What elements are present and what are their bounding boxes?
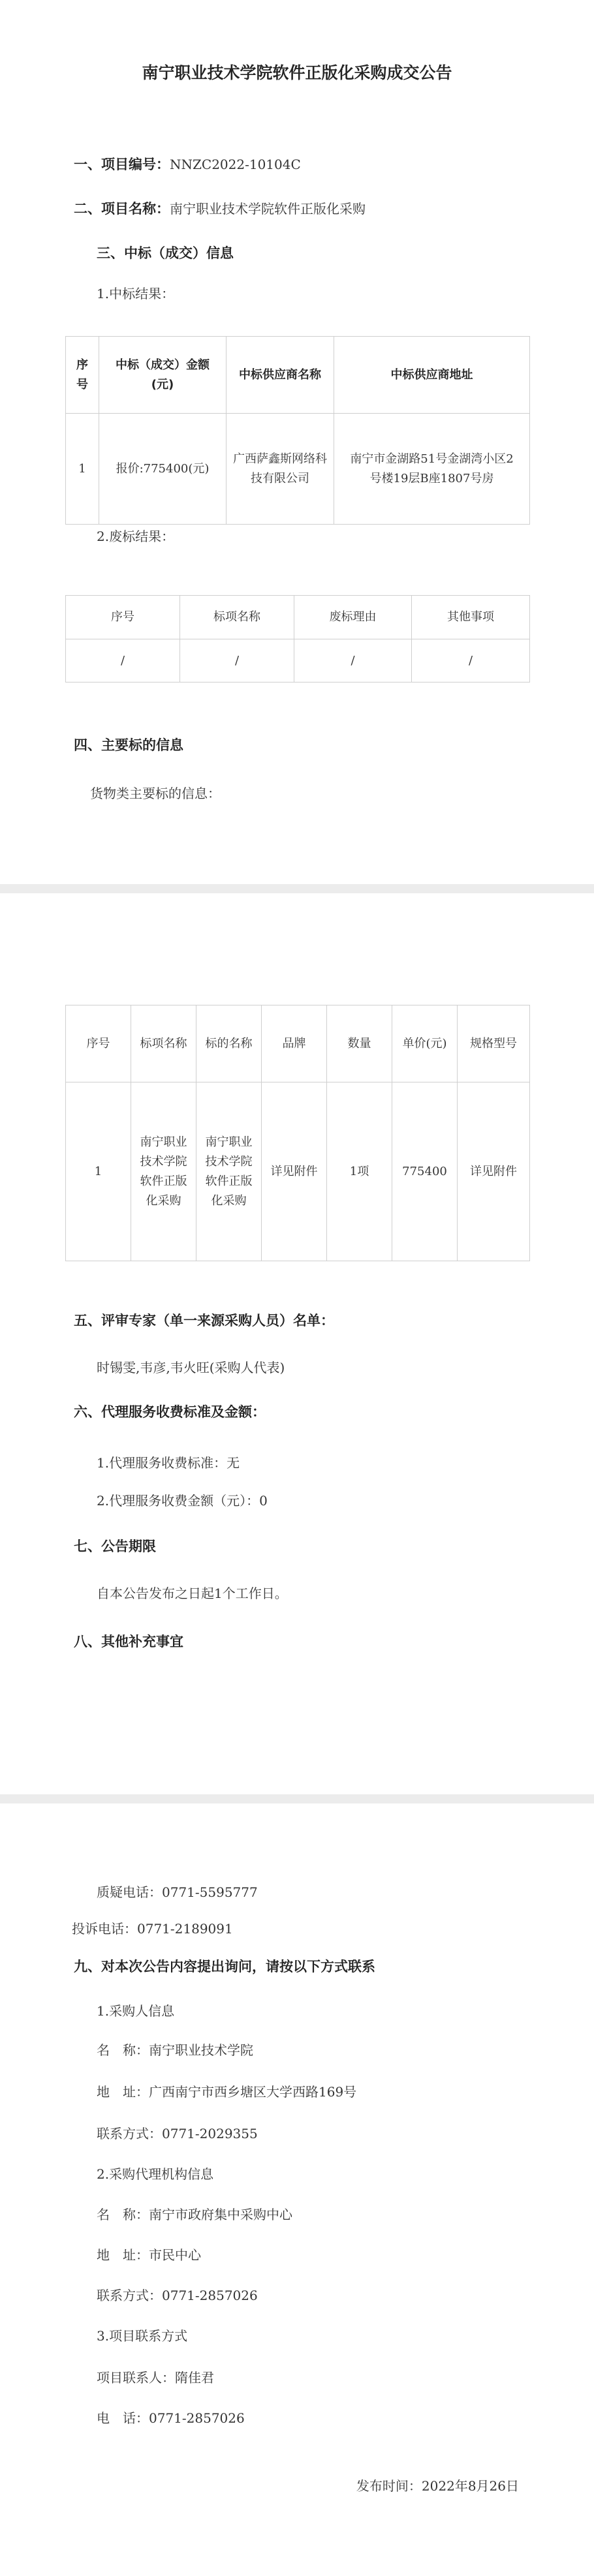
section-label: 二、项目名称：	[74, 201, 170, 217]
table-header: 序号	[66, 337, 99, 414]
table-header: 规格型号	[458, 1005, 530, 1082]
table-cell: 广西萨鑫斯网络科技有限公司	[227, 414, 334, 525]
failed-bid-table	[65, 595, 530, 682]
section-other-matters: 八、其他补充事宜	[74, 1634, 183, 1649]
table-header: 品牌	[262, 1005, 327, 1082]
project-contact-phone: 电 话：0771-2857026	[97, 2410, 245, 2426]
fee-amount: 2.代理服务收费金额（元）：0	[97, 1493, 268, 1509]
inquiry-phone: 质疑电话：0771-5595777	[97, 1884, 258, 1900]
publish-date: 发布时间：2022年8月26日	[356, 2478, 519, 2494]
table-cell: 详见附件	[458, 1082, 530, 1261]
table-cell: 南宁职业技术学院软件正版化采购	[196, 1082, 262, 1261]
section-notice-period: 七、公告期限	[74, 1539, 156, 1554]
table-header: 数量	[327, 1005, 392, 1082]
table-cell: /	[66, 639, 180, 682]
section-project-number	[74, 155, 301, 174]
table-cell: /	[180, 639, 294, 682]
agency-title: 2.采购代理机构信息	[97, 2166, 214, 2182]
table-header: 单价(元)	[392, 1005, 458, 1082]
table-cell: 详见附件	[262, 1082, 327, 1261]
table-header: 标项名称	[131, 1005, 196, 1082]
table-header: 废标理由	[294, 596, 412, 639]
table-header: 其他事项	[412, 596, 530, 639]
page-title: 南宁职业技术学院软件正版化采购成交公告	[142, 63, 452, 82]
table-cell: /	[294, 639, 412, 682]
table-cell: 1	[66, 1082, 131, 1261]
section-divider	[0, 884, 594, 893]
table-cell: /	[412, 639, 530, 682]
table-header: 中标（成交）金额(元)	[99, 337, 227, 414]
table-cell: 南宁职业技术学院软件正版化采购	[131, 1082, 196, 1261]
agency-phone: 联系方式：0771-2857026	[97, 2288, 258, 2303]
agency-name: 名 称：南宁市政府集中采购中心	[97, 2207, 292, 2222]
project-number-value: NNZC2022-10104C	[170, 157, 301, 172]
section-agency-fee: 六、代理服务收费标准及金额：	[74, 1404, 266, 1420]
table-cell: 775400	[392, 1082, 458, 1261]
complaint-phone: 投诉电话：0771-2189091	[72, 1921, 233, 1937]
experts-value: 时锡雯,韦彦,韦火旺(采购人代表)	[97, 1360, 285, 1375]
award-table	[65, 336, 530, 525]
table-cell: 1项	[327, 1082, 392, 1261]
table-header: 中标供应商地址	[334, 337, 530, 414]
section-experts: 五、评审专家（单一来源采购人员）名单：	[74, 1313, 334, 1328]
table-header: 中标供应商名称	[227, 337, 334, 414]
section-label: 一、项目编号：	[74, 157, 170, 172]
table-header: 标的名称	[196, 1005, 262, 1082]
table-header: 序号	[66, 1005, 131, 1082]
notice-period-value: 自本公告发布之日起1个工作日。	[97, 1586, 288, 1601]
fee-standard: 1.代理服务收费标准：无	[97, 1455, 240, 1471]
purchaser-title: 1.采购人信息	[97, 2003, 175, 2019]
table-header: 标项名称	[180, 596, 294, 639]
purchaser-address: 地 址：广西南宁市西乡塘区大学西路169号	[97, 2084, 357, 2100]
purchaser-phone: 联系方式：0771-2029355	[97, 2126, 258, 2141]
table-header: 序号	[66, 596, 180, 639]
table-cell: 报价:775400(元)	[99, 414, 227, 525]
project-contact-title: 3.项目联系方式	[97, 2328, 188, 2344]
section-award-info: 三、中标（成交）信息	[97, 245, 234, 261]
agency-address: 地 址：市民中心	[97, 2247, 201, 2263]
table-cell: 1	[66, 414, 99, 525]
section-contact: 九、对本次公告内容提出询问，请按以下方式联系	[74, 1959, 375, 1974]
purchaser-name: 名 称：南宁职业技术学院	[97, 2042, 253, 2058]
section-divider	[0, 1794, 594, 1803]
table-cell: 南宁市金湖路51号金湖湾小区2号楼19层B座1807号房	[334, 414, 530, 525]
section-main-items: 四、主要标的信息	[74, 737, 183, 753]
goods-items-label: 货物类主要标的信息：	[90, 786, 221, 801]
section-project-name	[74, 200, 366, 218]
main-items-table	[65, 1005, 530, 1261]
project-name-value: 南宁职业技术学院软件正版化采购	[170, 201, 366, 217]
failed-result-label: 2.废标结果：	[97, 529, 175, 544]
award-result-label: 1.中标结果：	[97, 286, 175, 301]
project-contact-person: 项目联系人：隋佳君	[97, 2370, 214, 2385]
